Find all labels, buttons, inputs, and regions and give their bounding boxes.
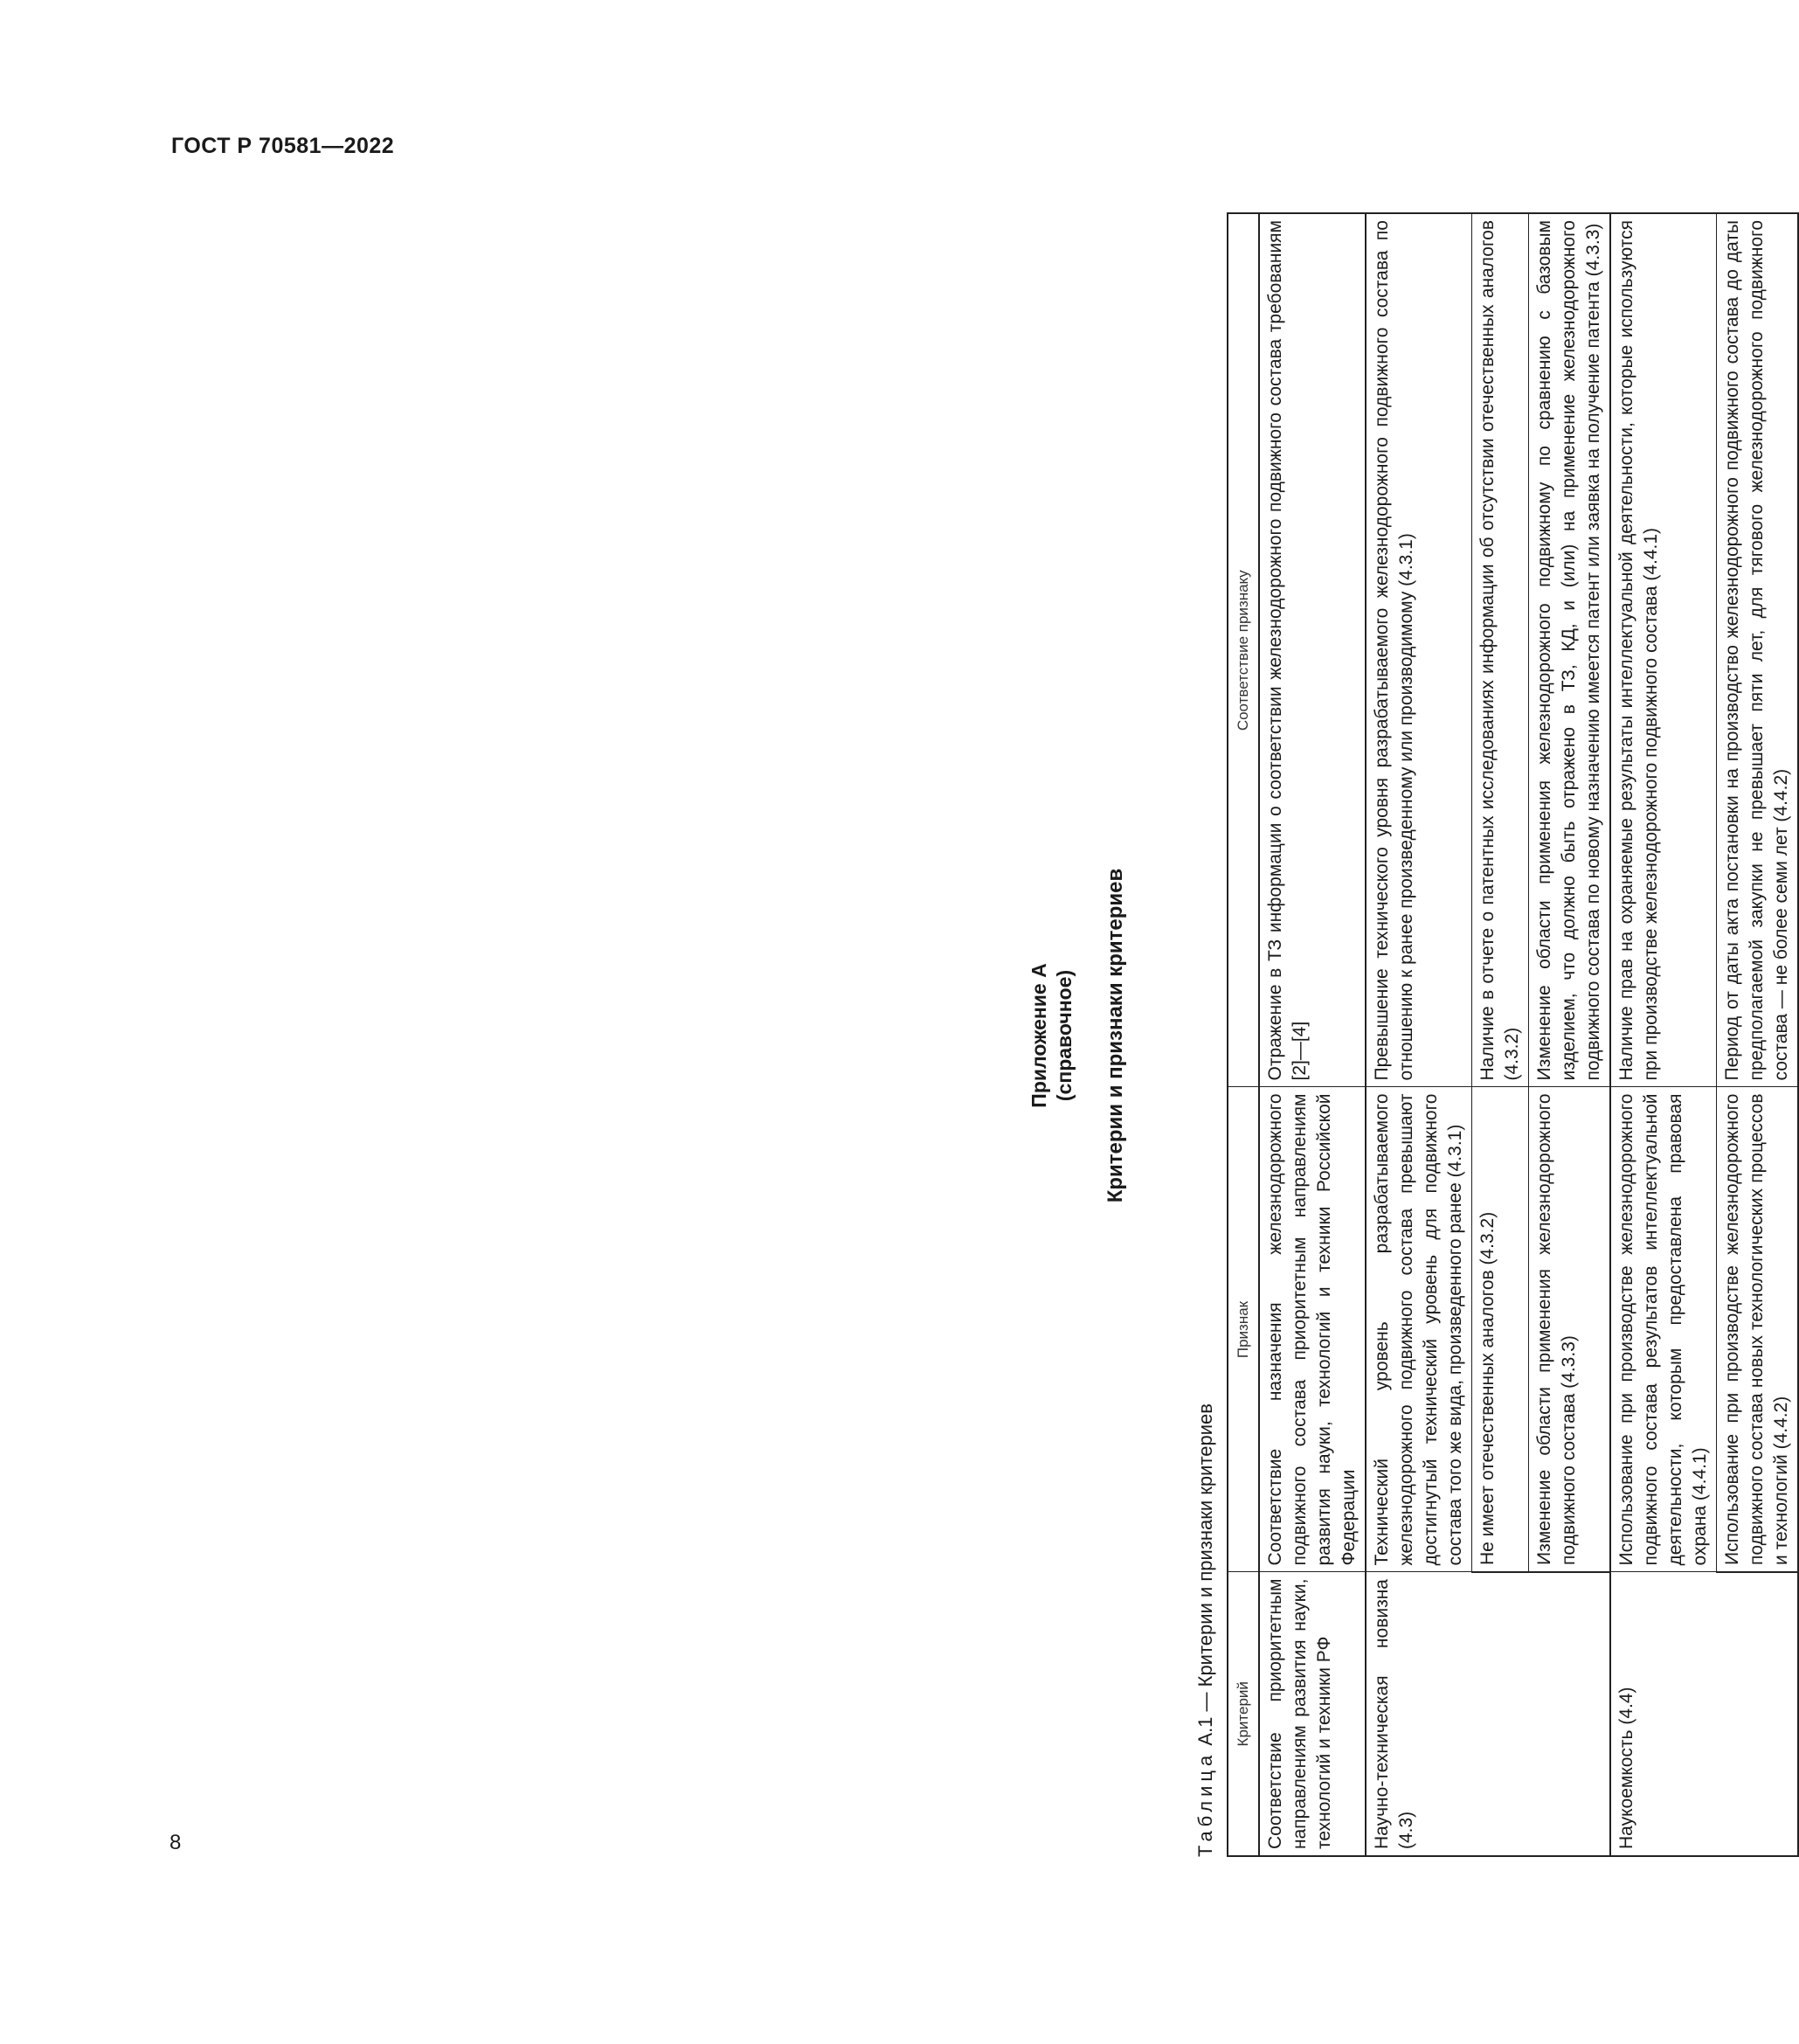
table-caption	[1194, 1403, 1217, 1857]
feature-cell: Использование при производстве железнодорожного подвижного состава новых технологических процессов и технологий (4.4.2)	[1717, 1087, 1799, 1572]
appendix-block	[1027, 214, 1129, 1857]
table-row	[1259, 213, 1366, 1856]
compliance-cell: Наличие в отчете о патентных исследованиях информации об отсутствии отечественных аналогов (4.3.2)	[1472, 213, 1529, 1087]
table-row	[1610, 213, 1717, 1856]
feature-cell: Соответствие назначения железнодорожного подвижного состава приоритетным направлениям развития науки, технологий и техники Российской Федерации	[1259, 1087, 1366, 1572]
appendix-title: Приложение А	[1028, 963, 1050, 1108]
table-caption-text: А.1 — Критерии и признаки критериев	[1194, 1403, 1216, 1746]
compliance-cell: Изменение области применения железнодорожного подвижному по сравнению с базовым изделием, что должно быть отражено в ТЗ, КД, и (или) на применение железнодорожного подвижного состава по новому назначению имеется патент или заявка на получение патента (4.3.3)	[1529, 213, 1611, 1087]
feature-cell: Не имеет отечественных аналогов (4.3.2)	[1472, 1087, 1529, 1572]
compliance-cell: Превышение технического уровня разрабатываемого железнодорожного подвижного состава по отношению к ранее произведенному или производимому (4.3.1)	[1366, 213, 1472, 1087]
appendix-subtitle: (справочное)	[1053, 969, 1076, 1102]
criterion-cell: Научно-техническая новизна (4.3)	[1366, 1572, 1610, 1856]
feature-cell: Изменение области применения железнодорожного подвижного состава (4.3.3)	[1529, 1087, 1611, 1572]
table-header-row	[1228, 213, 1259, 1856]
column-header-compliance: Соответствие признаку	[1228, 213, 1259, 1087]
criteria-table	[1227, 212, 1799, 1857]
compliance-cell: Наличие прав на охраняемые результаты интеллектуальной деятельности, которые используются при производстве железнодорожного подвижного состава (4.4.1)	[1610, 213, 1717, 1087]
feature-cell: Технический уровень разрабатываемого железнодорожного подвижного состава превышают достигнутый технический уровень для подвижного состава того же вида, произведенного ранее (4.3.1)	[1366, 1087, 1472, 1572]
page-number: 8	[170, 1831, 182, 1854]
criterion-cell: Наукоемкость (4.4)	[1610, 1572, 1798, 1856]
criterion-cell: Соответствие приоритетным направлениям развития науки, технологий и техники РФ	[1259, 1572, 1366, 1856]
feature-cell: Использование при производстве железнодорожного подвижного состава результатов интеллектуальной деятельности, которым предоставлена правовая охрана (4.4.1)	[1610, 1087, 1717, 1572]
table-caption-prefix: Таблица	[1194, 1750, 1216, 1857]
landscape-content	[1027, 214, 1791, 1857]
compliance-cell: Отражение в ТЗ информации о соответствии железнодорожного подвижного состава требованиям [2]—[4]	[1259, 213, 1366, 1087]
column-header-criterion: Критерий	[1228, 1572, 1259, 1856]
document-header: ГОСТ Р 70581—2022	[171, 134, 395, 158]
appendix-heading: Критерии и признаки критериев	[1104, 868, 1127, 1203]
compliance-cell: Период от даты акта постановки на производство железнодорожного подвижного состава до даты предполагаемой закупки не превышает пяти лет, для тягового железнодорожного подвижного состава — не более семи лет (4.4.2)	[1717, 213, 1799, 1087]
table-row	[1366, 213, 1472, 1856]
column-header-feature: Признак	[1228, 1087, 1259, 1572]
